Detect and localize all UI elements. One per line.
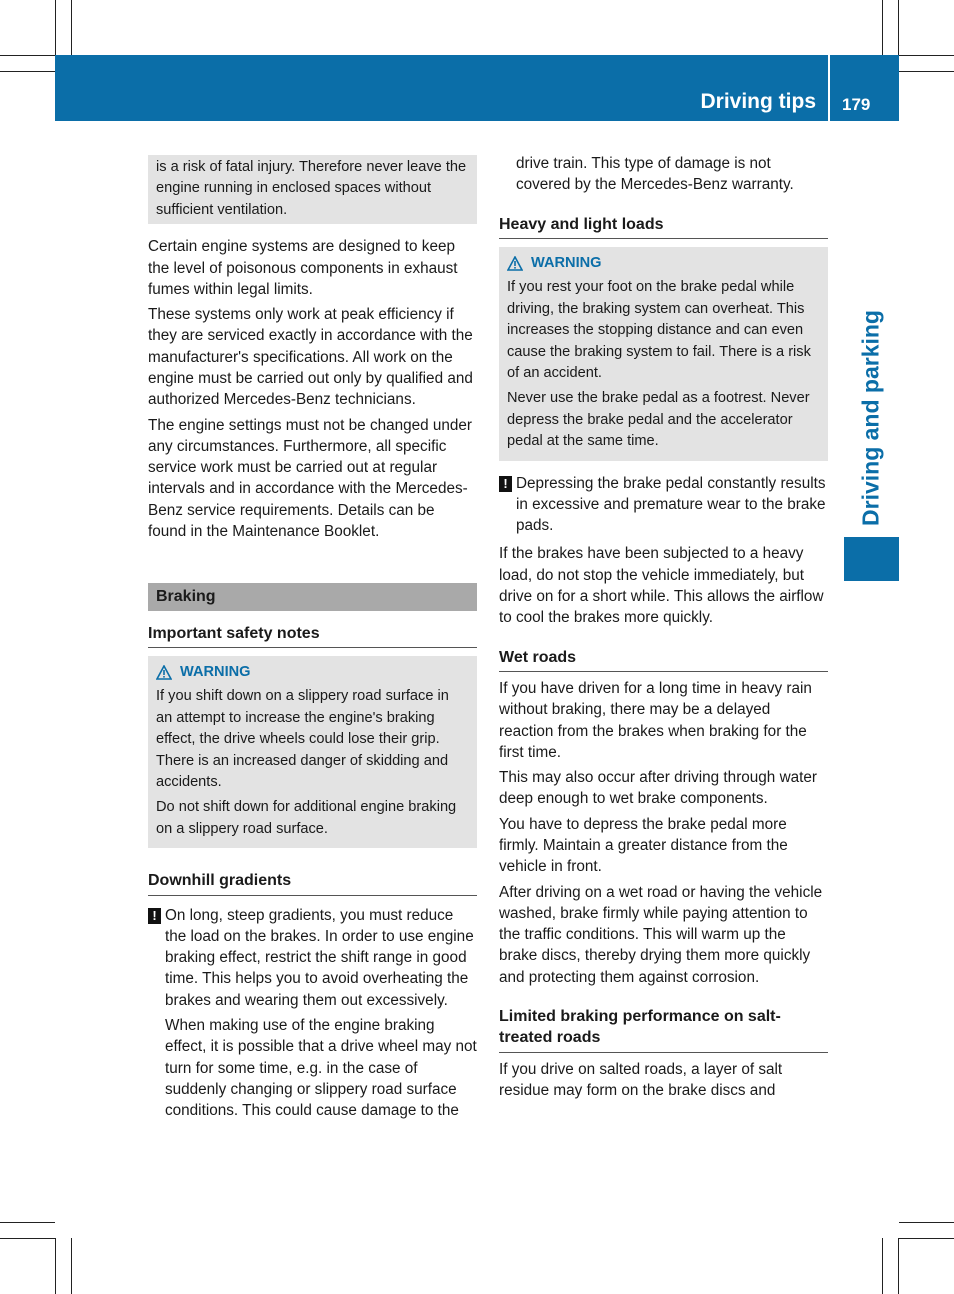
crop-mark	[71, 1238, 72, 1294]
crop-mark	[898, 1238, 899, 1294]
warning-triangle-icon	[507, 256, 523, 271]
crop-mark	[55, 0, 56, 55]
subheading: Limited braking performance on salt-treated roads	[499, 1006, 828, 1053]
crop-mark	[899, 71, 954, 72]
paragraph: After driving on a wet road or having the vehicle washed, brake firmly while paying attention to the traffic conditions. This will warm up the brake discs, thereby drying them more quickly and protecting them against corrosion.	[499, 883, 823, 986]
crop-mark	[0, 71, 55, 72]
warning-triangle-icon	[156, 665, 172, 680]
exclamation-icon: !	[148, 908, 161, 924]
side-tab-label: Driving and parking	[857, 310, 884, 526]
paragraph: Certain engine systems are designed to keep the level of poisonous components in exhaust fumes within legal limits.	[148, 238, 458, 298]
section-heading: Braking	[148, 583, 477, 610]
warning-text: If you shift down on a slippery road surface in an attempt to increase the engine's braking effect, the drive wheels could lose their grip. There is an increased danger of skidding and accidents.	[156, 688, 449, 790]
note-block	[148, 905, 477, 1122]
warning-text: Do not shift down for additional engine braking on a slippery road surface.	[156, 799, 457, 837]
info-box	[148, 155, 477, 224]
crop-mark	[0, 1222, 55, 1223]
crop-mark	[899, 55, 954, 56]
note-text: When making use of the engine braking effect, it is possible that a drive wheel may not turn for some time, e.g. in the case of suddenly changing or slippery road surface conditions. This could cause damage to the	[165, 1017, 477, 1120]
side-tab	[844, 537, 899, 581]
exclamation-icon: !	[499, 476, 512, 492]
warning-label: WARNING	[531, 254, 602, 271]
subheading: Wet roads	[499, 647, 828, 672]
paragraph: This may also occur after driving through water deep enough to wet brake components.	[499, 769, 817, 808]
page-number: 179	[842, 95, 871, 114]
warning-box	[499, 247, 828, 461]
subheading: Downhill gradients	[148, 870, 477, 895]
crop-mark	[882, 0, 883, 55]
right-column	[499, 153, 828, 1105]
crop-mark	[899, 1222, 954, 1223]
paragraph: The engine settings must not be changed under any circumstances. Furthermore, all specific service work must be carried out at regular intervals and in accordance with the Mercedes-Benz service requirements. Details can be found in the Maintenance Booklet.	[148, 416, 473, 541]
paragraph: If the brakes have been subjected to a heavy load, do not stop the vehicle immediately, but drive on for a short while. This allows the airflow to cool the brakes more quickly.	[499, 545, 824, 627]
crop-mark	[0, 55, 55, 56]
crop-mark	[882, 1238, 883, 1294]
warning-text: If you rest your foot on the brake pedal while driving, the braking system can overheat. This increases the stopping distance and can even cause the braking system to fail. There is a risk of an accident.	[507, 279, 811, 381]
header-title: Driving tips	[700, 90, 816, 113]
crop-mark	[0, 1238, 55, 1239]
paragraph: drive train. This type of damage is not covered by the Mercedes-Benz warranty.	[516, 155, 794, 194]
left-column	[148, 155, 477, 1125]
crop-mark	[55, 1238, 56, 1294]
crop-mark	[898, 0, 899, 55]
box-text: is a risk of fatal injury. Therefore never leave the engine running in enclosed spaces without sufficient ventilation.	[156, 159, 467, 218]
crop-mark	[899, 1238, 954, 1239]
warning-box	[148, 656, 477, 848]
paragraph: If you drive on salted roads, a layer of salt residue may form on the brake discs and	[499, 1060, 783, 1099]
subheading: Important safety notes	[148, 623, 477, 648]
paragraph: You have to depress the brake pedal more firmly. Maintain a greater distance from the vehicle in front.	[499, 815, 788, 876]
crop-mark	[71, 0, 72, 55]
warning-text: Never use the brake pedal as a footrest. Never depress the brake pedal and the accelerator pedal at the same time.	[507, 390, 810, 450]
paragraph: These systems only work at peak efficiency if they are serviced exactly in accordance with the manufacturer's specifications. All work on the engine must be carried out only by qualified and authorized Mercedes-Benz technicians.	[148, 306, 473, 409]
note-text: On long, steep gradients, you must reduce the load on the brakes. In order to use engine braking effect, restrict the shift range in good time. This helps you to avoid overheating the brakes and wearing them out excessively.	[165, 906, 474, 1009]
paragraph: If you have driven for a long time in heavy rain without braking, there may be a delayed reaction from the brakes when braking for the first time.	[499, 679, 812, 761]
header-separator	[828, 55, 830, 121]
subheading: Heavy and light loads	[499, 214, 828, 239]
note-block	[499, 473, 828, 537]
warning-label: WARNING	[180, 663, 251, 680]
note-text: Depressing the brake pedal constantly results in excessive and premature wear to the brake pads.	[516, 474, 826, 535]
